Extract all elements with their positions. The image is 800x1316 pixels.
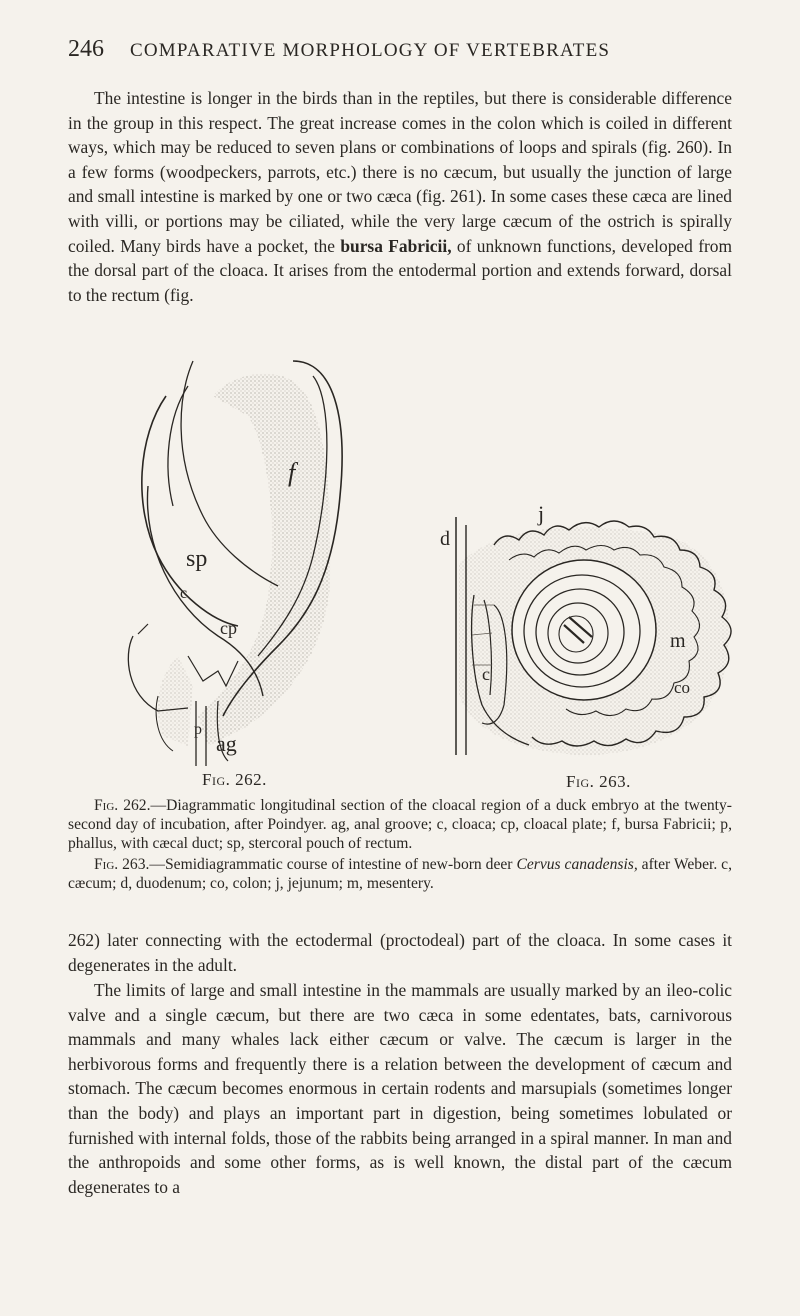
- label-c: c: [482, 664, 490, 684]
- figure-263-illustration: [434, 505, 752, 767]
- label-f: f: [288, 458, 296, 487]
- label-cp: cp: [220, 618, 237, 638]
- label-m: m: [670, 630, 686, 652]
- caption-262-lead: Fig. 262.: [94, 797, 151, 814]
- label-d: d: [440, 528, 450, 550]
- figure-262-illustration: [118, 356, 368, 766]
- caption-263-text-1: —Semidiagrammatic course of intestine of new-born deer: [149, 856, 517, 873]
- label-p: p: [194, 721, 202, 738]
- caption-262-text: —Diagrammatic longitudinal section of the cloacal region of a duck embryo at the twenty-second day of incubation, after Poindyer. ag, anal groove; c, cloaca; cp, cloacal plate; f, bursa Fabricii; p, phallus, with cæcal duct; sp, stercoral pouch of rectum.: [68, 797, 732, 852]
- page-header: [68, 36, 732, 66]
- label-co: co: [674, 678, 691, 697]
- body-text-part-1: The intestine is longer in the birds than in the reptiles, but there is considerable difference in the group in this respect. The great increase comes in the colon which is coiled in different ways, which may be reduced to seven plans or combinations of loops and spirals (fig. 260). In a few forms (woodpeckers, parrots, etc.) there is no cæcum, but usually the junction of large and small intestine is marked by one or two cæca (fig. 261). In some cases these cæca are lined with villi, or portions may be ciliated, while the very large cæcum of the ostrich is spirally coiled. Many birds have a pocket, the: [68, 88, 732, 256]
- figure-262-caption: [68, 796, 732, 853]
- page-number: 246: [68, 36, 104, 62]
- figure-263-caption: [68, 855, 732, 893]
- body-text-part-2: of unknown functions, developed from the dorsal part of the cloaca. It arises from the entodermal portion and extends forward, dorsal to the rectum (fig.: [68, 235, 733, 305]
- body-continuation: 262) later connecting with the ectodermal (proctodeal) part of the cloaca. In some cases it degenerates in the adult.: [68, 930, 732, 975]
- label-j: j: [538, 505, 545, 526]
- label-c: c: [180, 585, 188, 602]
- caption-263-lead: Fig. 263.: [94, 856, 150, 873]
- body-paragraph-top: [68, 86, 732, 307]
- caption-263-species: Cervus canadensis,: [516, 856, 638, 873]
- running-title: COMPARATIVE MORPHOLOGY OF VERTEBRATES: [130, 40, 611, 61]
- body-paragraph-mammals: The limits of large and small intestine in the mammals are usually marked by an ileo-colic valve and a single cæcum, but there are two cæca in some edentates, bats, carnivorous mammals and many whales lack either cæcum or valve. The cæcum is larger in the herbivorous forms and frequently there is a relation between the development of cæcum and stomach. The cæcum becomes enormous in certain rodents and marsupials (sometimes longer than the body) and plays an important part in digestion, being sometimes lobulated or furnished with internal folds, those of the rabbits being arranged in a spiral manner. In man and the anthropoids and some other forms, as is well known, the distal part of the cæcum degenerates to a: [68, 980, 732, 1197]
- figure-263-label: Fig. 263.: [566, 772, 631, 791]
- caption-263-text-2: after Weber. c, cæcum; d, duodenum; co, colon; j, jejunum; m, mesentery.: [68, 856, 732, 892]
- label-ag: ag: [216, 731, 237, 756]
- bursa-fabricii-term: bursa Fabricii,: [340, 235, 452, 256]
- label-sp: sp: [186, 546, 208, 572]
- figure-262-label: Fig. 262.: [202, 770, 267, 789]
